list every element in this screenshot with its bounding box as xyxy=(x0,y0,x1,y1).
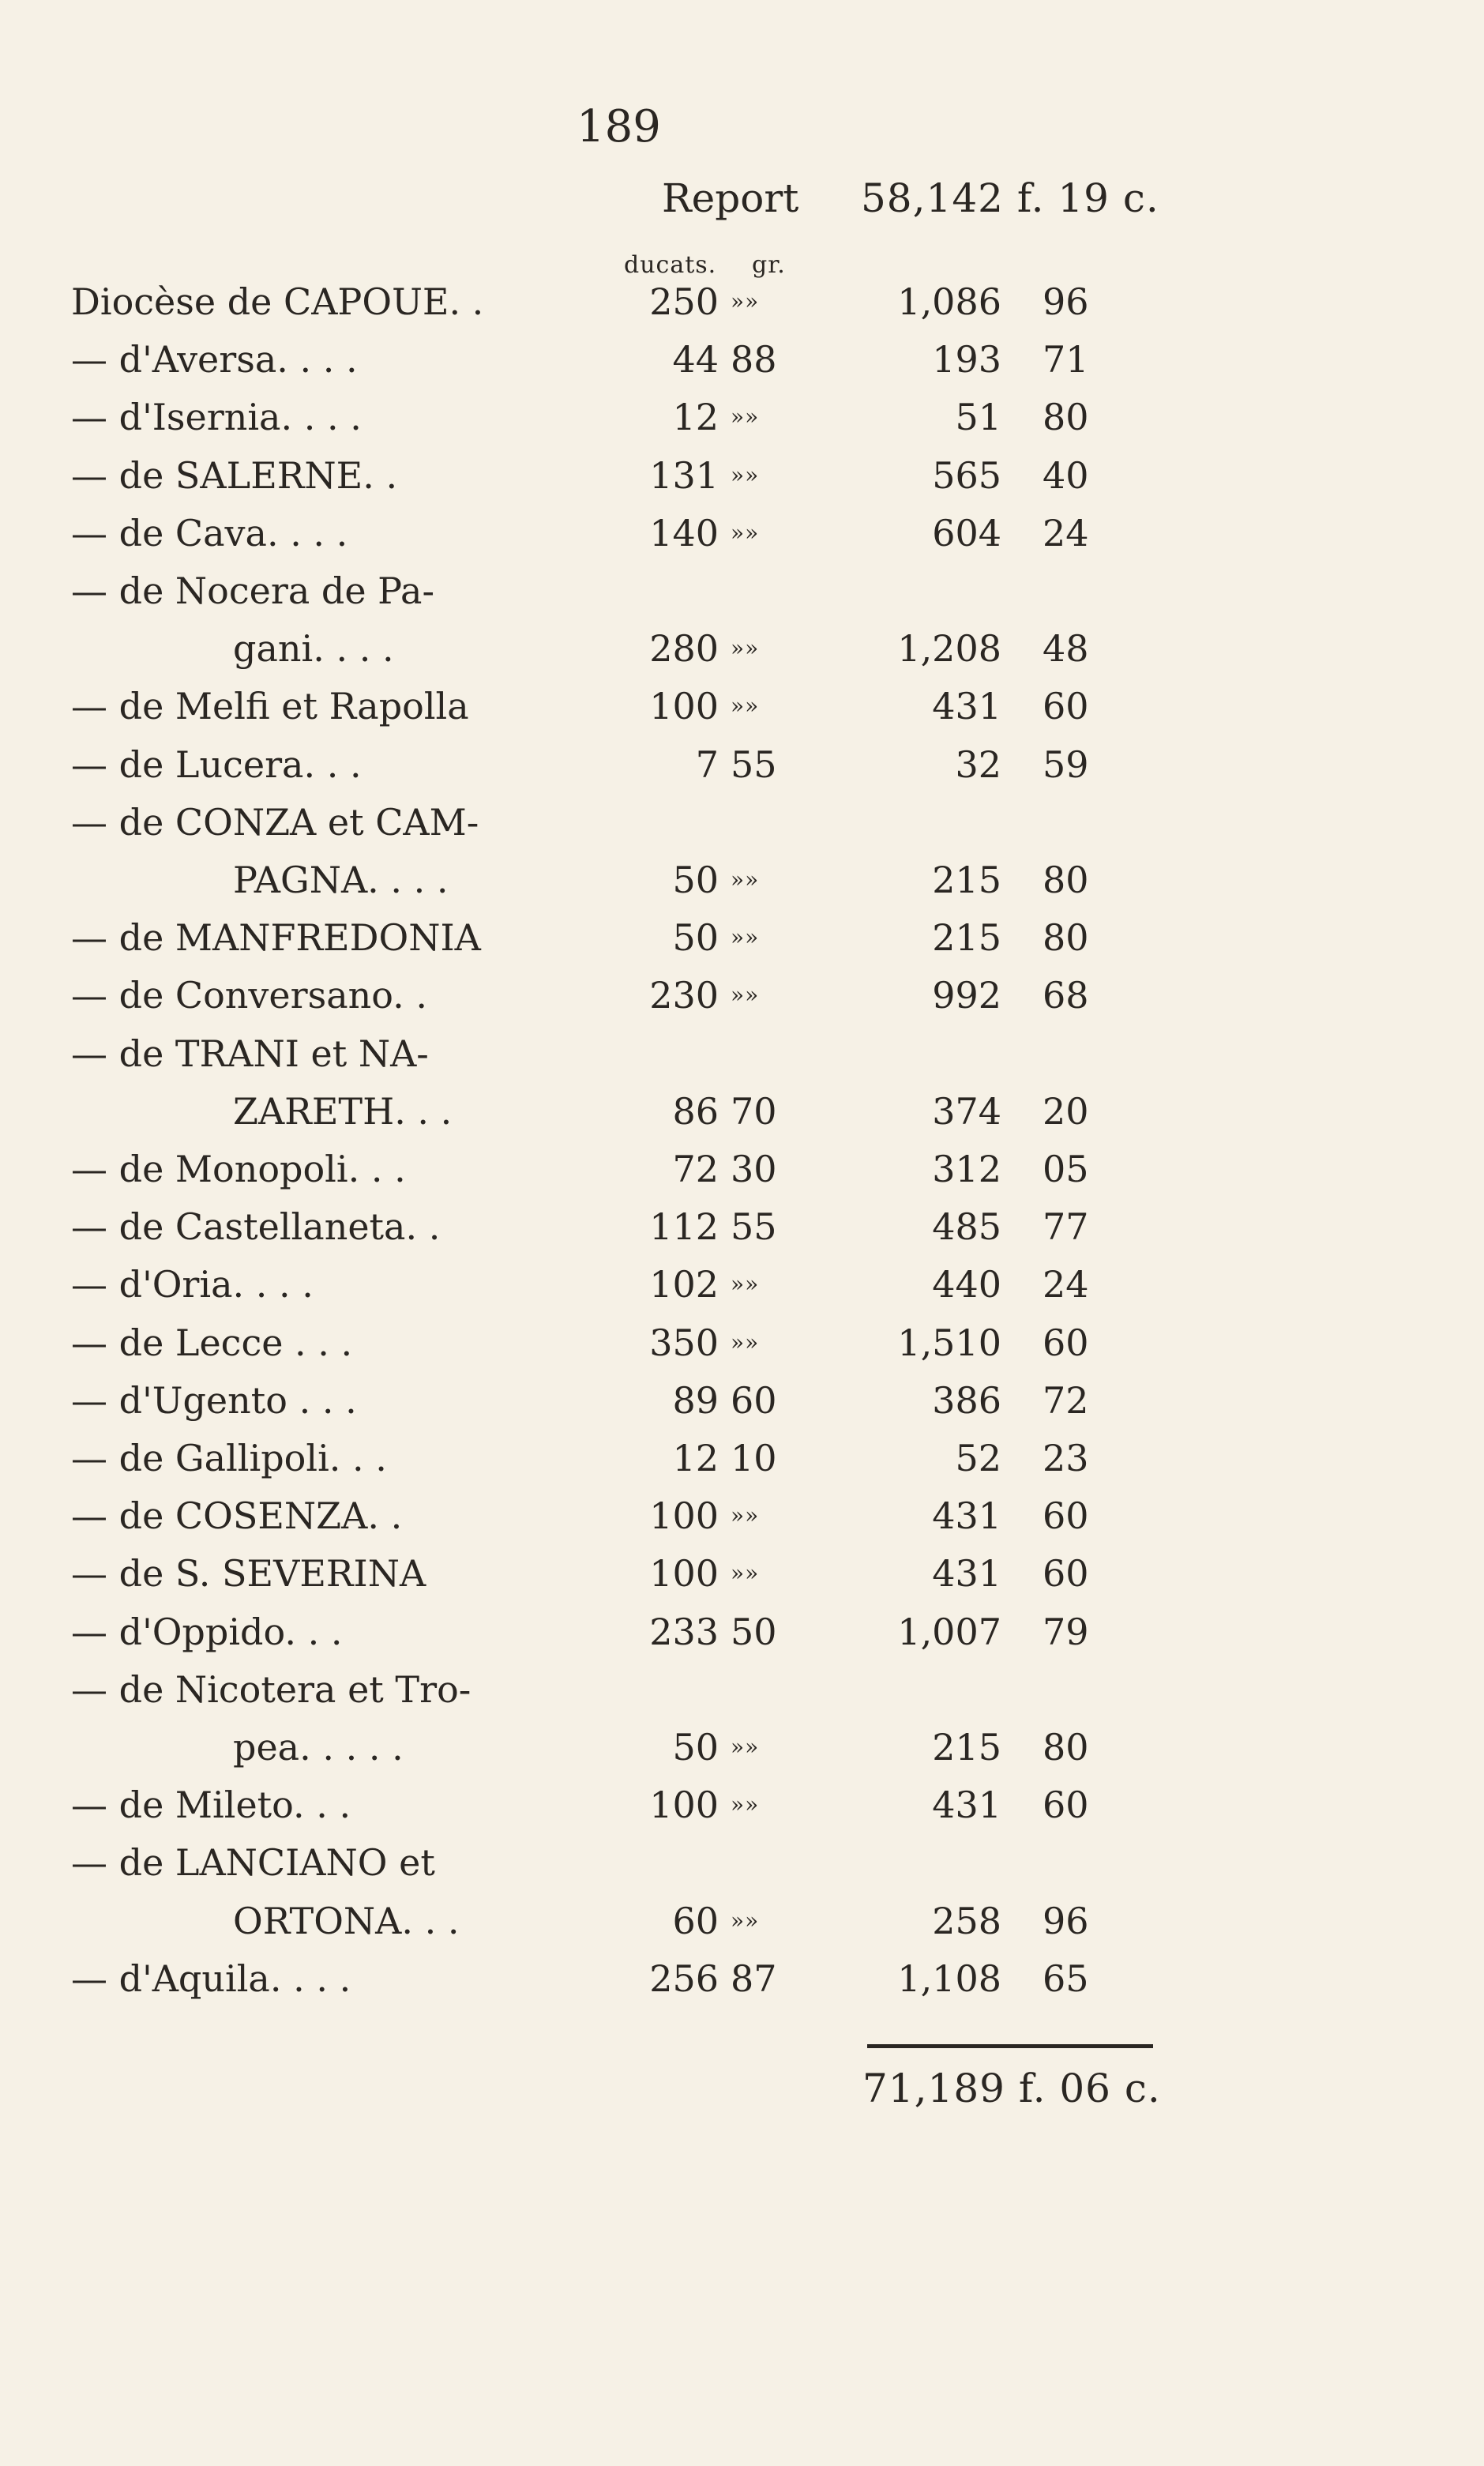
diocese-name: — de Lecce . . . xyxy=(71,1321,353,1364)
diocese-name: — de Conversano. . xyxy=(71,974,428,1017)
centimes-value: 60 xyxy=(1043,1552,1089,1595)
table-row xyxy=(0,570,1484,625)
diocese-name: — de Nicotera et Tro- xyxy=(71,1668,471,1711)
report-total: 58,142 f. 19 c. xyxy=(861,175,1159,221)
centimes-value: 65 xyxy=(1043,1957,1089,2000)
table-row xyxy=(0,1957,1484,2013)
francs-value: 1,510 xyxy=(897,1321,1001,1364)
diocese-name: Diocèse de CAPOUE. . xyxy=(71,280,484,323)
diocese-name: — de Castellaneta. . xyxy=(71,1205,441,1248)
grains-value: »» xyxy=(731,1908,760,1934)
centimes-value: 60 xyxy=(1043,1494,1089,1537)
grains-value: »» xyxy=(731,924,760,950)
grains-value: »» xyxy=(731,693,760,719)
centimes-value: 48 xyxy=(1043,627,1089,670)
francs-value: 1,086 xyxy=(897,280,1001,323)
diocese-name: — de TRANI et NA- xyxy=(71,1032,429,1075)
francs-value: 431 xyxy=(932,1494,1001,1537)
ducats-value: 12 xyxy=(672,396,719,438)
diocese-name: — d'Oppido. . . xyxy=(71,1611,343,1653)
ducats-value: 100 xyxy=(649,685,719,727)
francs-value: 51 xyxy=(955,396,1001,438)
grains-value: 50 xyxy=(731,1611,777,1653)
ducats-value: 100 xyxy=(649,1552,719,1595)
centimes-value: 80 xyxy=(1043,1726,1089,1769)
diocese-name: ORTONA. . . xyxy=(233,1900,460,1942)
grand-total: 71,189 f. 06 c. xyxy=(862,2066,1161,2111)
grains-value: 70 xyxy=(731,1090,777,1133)
grains-value: »» xyxy=(731,404,760,430)
francs-value: 52 xyxy=(955,1437,1001,1479)
centimes-value: 20 xyxy=(1043,1090,1089,1133)
grains-value: »» xyxy=(731,1791,760,1818)
diocese-name: gani. . . . xyxy=(233,627,394,670)
report-label: Report xyxy=(662,175,799,221)
francs-value: 1,108 xyxy=(897,1957,1001,2000)
francs-value: 374 xyxy=(932,1090,1001,1133)
centimes-value: 96 xyxy=(1043,1900,1089,1942)
table-row xyxy=(0,1032,1484,1088)
grains-value: »» xyxy=(731,1734,760,1760)
ducats-value: 60 xyxy=(672,1900,719,1942)
grains-value: 88 xyxy=(731,338,777,381)
grains-value: »» xyxy=(731,635,760,661)
francs-value: 431 xyxy=(932,1552,1001,1595)
ducats-value: 44 xyxy=(672,338,719,381)
total-rule xyxy=(867,2044,1153,2048)
ducats-value: 256 xyxy=(649,1957,719,2000)
ducats-value: 350 xyxy=(649,1321,719,1364)
diocese-name: — de CONZA et CAM- xyxy=(71,801,479,844)
grains-value: 60 xyxy=(731,1379,777,1422)
grains-value: »» xyxy=(731,462,760,488)
unit-ducats: ducats. xyxy=(624,251,717,279)
table-row xyxy=(0,916,1484,972)
diocese-name: PAGNA. . . . xyxy=(233,859,449,901)
table-row xyxy=(0,1437,1484,1492)
francs-value: 193 xyxy=(932,338,1001,381)
table-row xyxy=(0,280,1484,336)
ducats-value: 50 xyxy=(672,1726,719,1769)
ducats-value: 233 xyxy=(649,1611,719,1653)
ducats-value: 50 xyxy=(672,916,719,959)
table-row xyxy=(0,1494,1484,1550)
grains-value: 55 xyxy=(731,1205,777,1248)
table-row xyxy=(0,1726,1484,1781)
table-row xyxy=(0,1148,1484,1203)
diocese-name: pea. . . . . xyxy=(233,1726,404,1769)
table-row xyxy=(0,1321,1484,1377)
table-row xyxy=(0,974,1484,1029)
ducats-value: 140 xyxy=(649,512,719,554)
ducats-value: 280 xyxy=(649,627,719,670)
table-row xyxy=(0,338,1484,393)
centimes-value: 05 xyxy=(1043,1148,1089,1190)
table-row xyxy=(0,512,1484,567)
ducats-value: 112 xyxy=(649,1205,719,1248)
centimes-value: 80 xyxy=(1043,916,1089,959)
francs-value: 431 xyxy=(932,685,1001,727)
table-row xyxy=(0,743,1484,799)
francs-value: 604 xyxy=(932,512,1001,554)
francs-value: 32 xyxy=(955,743,1001,786)
diocese-name: — de Melfi et Rapolla xyxy=(71,685,469,727)
grains-value: 87 xyxy=(731,1957,777,2000)
ducats-value: 102 xyxy=(649,1263,719,1306)
francs-value: 431 xyxy=(932,1784,1001,1826)
table-row xyxy=(0,1784,1484,1839)
grains-value: »» xyxy=(731,1502,760,1528)
table-row xyxy=(0,1263,1484,1318)
francs-value: 1,007 xyxy=(897,1611,1001,1653)
diocese-name: — de Mileto. . . xyxy=(71,1784,351,1826)
page-number: 189 xyxy=(577,101,661,152)
ducats-value: 72 xyxy=(672,1148,719,1190)
francs-value: 386 xyxy=(932,1379,1001,1422)
ducats-value: 7 xyxy=(695,743,719,786)
francs-value: 258 xyxy=(932,1900,1001,1942)
diocese-name: — de MANFREDONIA xyxy=(71,916,481,959)
centimes-value: 40 xyxy=(1043,454,1089,497)
table-row xyxy=(0,1900,1484,1955)
diocese-name: — de Nocera de Pa- xyxy=(71,570,435,612)
table-row xyxy=(0,859,1484,914)
centimes-value: 77 xyxy=(1043,1205,1089,1248)
centimes-value: 60 xyxy=(1043,685,1089,727)
diocese-name: — de SALERNE. . xyxy=(71,454,398,497)
diocese-name: — d'Isernia. . . . xyxy=(71,396,362,438)
diocese-name: ZARETH. . . xyxy=(233,1090,453,1133)
diocese-name: — de Lucera. . . xyxy=(71,743,362,786)
diocese-name: — de S. SEVERINA xyxy=(71,1552,426,1595)
diocese-name: — d'Aquila. . . . xyxy=(71,1957,351,2000)
centimes-value: 96 xyxy=(1043,280,1089,323)
centimes-value: 72 xyxy=(1043,1379,1089,1422)
table-row xyxy=(0,1552,1484,1607)
ducats-value: 250 xyxy=(649,280,719,323)
francs-value: 992 xyxy=(932,974,1001,1017)
table-row xyxy=(0,627,1484,682)
table-row xyxy=(0,1668,1484,1724)
table-row xyxy=(0,1841,1484,1896)
centimes-value: 68 xyxy=(1043,974,1089,1017)
ducats-value: 100 xyxy=(649,1784,719,1826)
francs-value: 485 xyxy=(932,1205,1001,1248)
table-row xyxy=(0,1090,1484,1145)
table-row xyxy=(0,801,1484,856)
ducats-value: 89 xyxy=(672,1379,719,1422)
grains-value: 55 xyxy=(731,743,777,786)
francs-value: 215 xyxy=(932,916,1001,959)
diocese-name: — d'Aversa. . . . xyxy=(71,338,358,381)
unit-grains: gr. xyxy=(752,251,786,279)
table-row xyxy=(0,454,1484,509)
diocese-name: — de Cava. . . . xyxy=(71,512,348,554)
centimes-value: 80 xyxy=(1043,859,1089,901)
diocese-name: — de COSENZA. . xyxy=(71,1494,403,1537)
table-row xyxy=(0,1205,1484,1261)
grains-value: »» xyxy=(731,1271,760,1297)
centimes-value: 71 xyxy=(1043,338,1089,381)
diocese-name: — de Gallipoli. . . xyxy=(71,1437,387,1479)
francs-value: 312 xyxy=(932,1148,1001,1190)
centimes-value: 80 xyxy=(1043,396,1089,438)
francs-value: 440 xyxy=(932,1263,1001,1306)
centimes-value: 24 xyxy=(1043,1263,1089,1306)
centimes-value: 60 xyxy=(1043,1784,1089,1826)
table-row xyxy=(0,396,1484,451)
centimes-value: 59 xyxy=(1043,743,1089,786)
francs-value: 215 xyxy=(932,1726,1001,1769)
grains-value: »» xyxy=(731,1560,760,1586)
grains-value: 30 xyxy=(731,1148,777,1190)
centimes-value: 79 xyxy=(1043,1611,1089,1653)
francs-value: 1,208 xyxy=(897,627,1001,670)
table-row xyxy=(0,1379,1484,1434)
ducats-value: 86 xyxy=(672,1090,719,1133)
diocese-name: — d'Oria. . . . xyxy=(71,1263,314,1306)
grains-value: »» xyxy=(731,288,760,314)
centimes-value: 60 xyxy=(1043,1321,1089,1364)
ducats-value: 50 xyxy=(672,859,719,901)
diocese-name: — de Monopoli. . . xyxy=(71,1148,406,1190)
diocese-name: — d'Ugento . . . xyxy=(71,1379,357,1422)
francs-value: 565 xyxy=(932,454,1001,497)
francs-value: 215 xyxy=(932,859,1001,901)
ducats-value: 12 xyxy=(672,1437,719,1479)
diocese-name: — de LANCIANO et xyxy=(71,1841,435,1884)
ducats-value: 230 xyxy=(649,974,719,1017)
ducats-value: 100 xyxy=(649,1494,719,1537)
grains-value: »» xyxy=(731,982,760,1008)
centimes-value: 23 xyxy=(1043,1437,1089,1479)
grains-value: »» xyxy=(731,1329,760,1355)
grains-value: 10 xyxy=(731,1437,777,1479)
table-row xyxy=(0,685,1484,740)
ducats-value: 131 xyxy=(649,454,719,497)
table-row xyxy=(0,1611,1484,1666)
centimes-value: 24 xyxy=(1043,512,1089,554)
grains-value: »» xyxy=(731,866,760,893)
grains-value: »» xyxy=(731,520,760,546)
